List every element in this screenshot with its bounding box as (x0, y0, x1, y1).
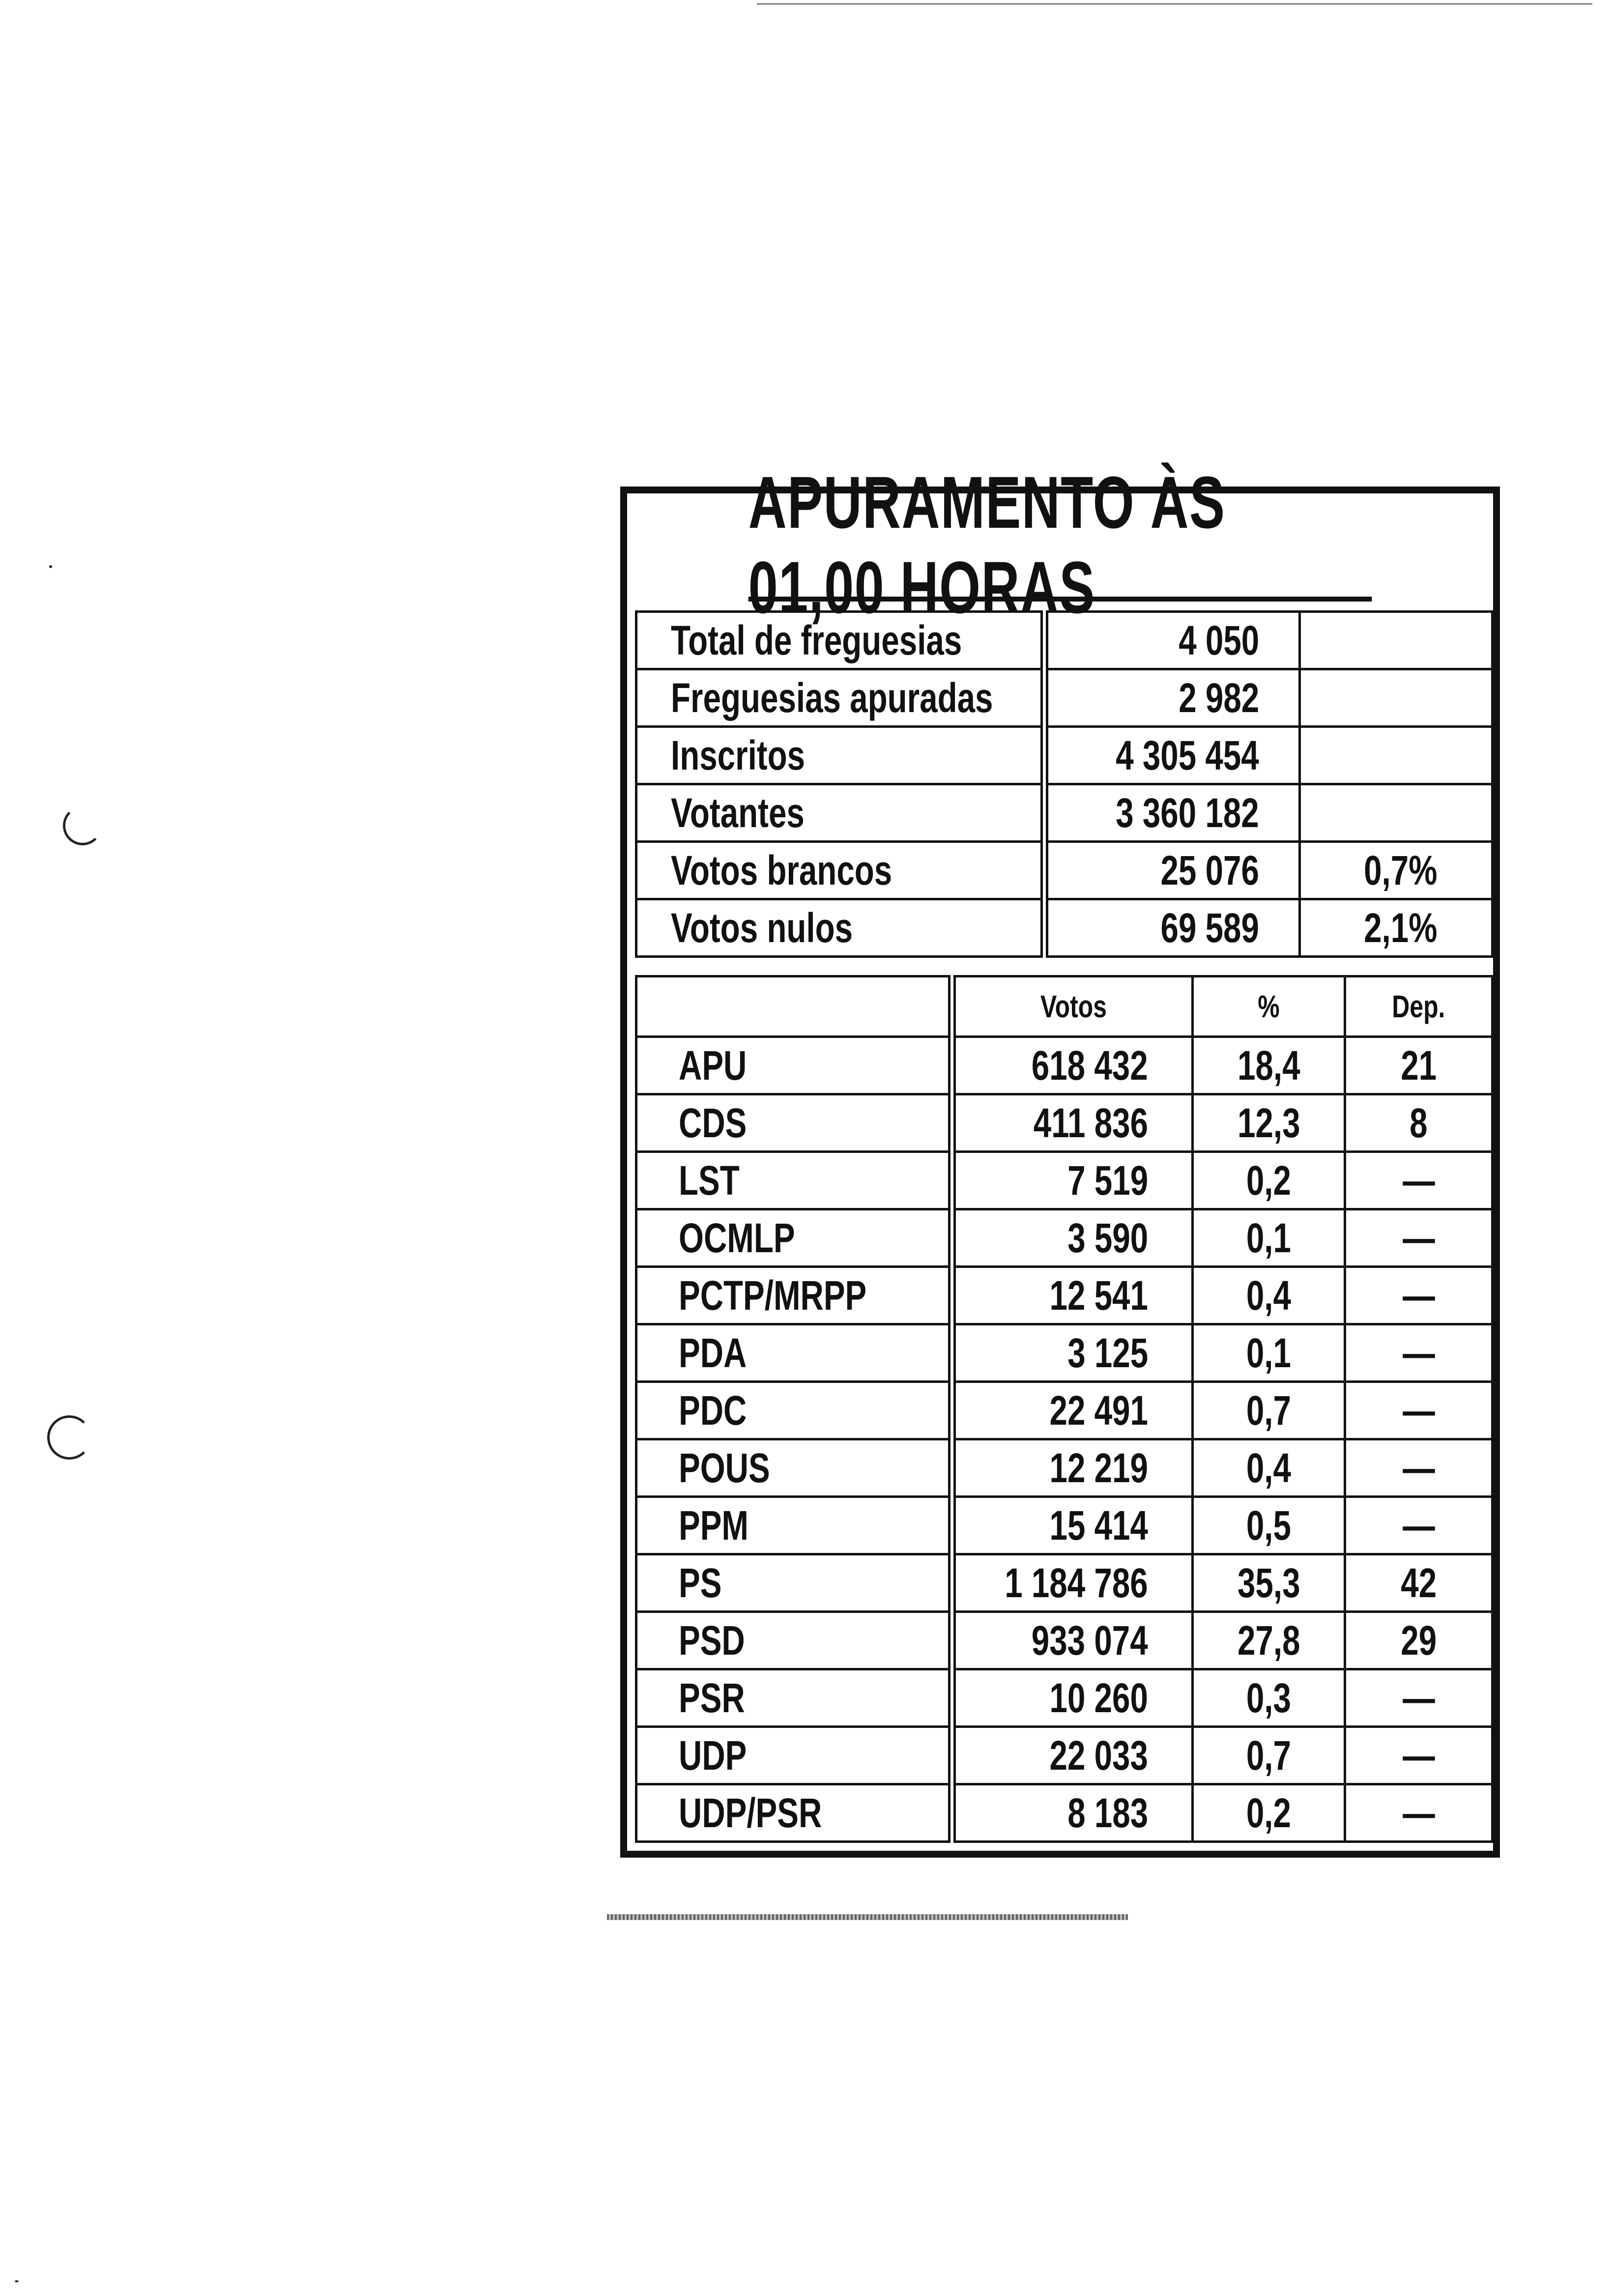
party-name: PPM (636, 1497, 952, 1554)
party-votes: 411 836 (952, 1094, 1193, 1152)
party-name: POUS (636, 1439, 952, 1497)
party-votes: 3 590 (952, 1209, 1193, 1267)
party-percent: 0,7 (1193, 1382, 1345, 1439)
party-row (636, 1324, 1493, 1382)
party-percent: 0,1 (1193, 1209, 1345, 1267)
party-row (636, 1209, 1493, 1267)
party-name: PSR (636, 1669, 952, 1727)
summary-row (636, 727, 1493, 784)
summary-percent (1300, 612, 1493, 669)
summary-row (636, 899, 1493, 957)
party-deputies: — (1345, 1727, 1493, 1784)
party-votes: 15 414 (952, 1497, 1193, 1554)
party-percent: 12,3 (1193, 1094, 1345, 1152)
party-deputies: — (1345, 1382, 1493, 1439)
party-percent: 0,2 (1193, 1152, 1345, 1209)
party-row (636, 1727, 1493, 1784)
party-row (636, 1037, 1493, 1094)
party-percent: 0,7 (1193, 1727, 1345, 1784)
votes-column-header: Votos (952, 976, 1193, 1037)
party-row (636, 1784, 1493, 1842)
party-name: APU (636, 1037, 952, 1094)
party-row (636, 1497, 1493, 1554)
party-deputies: — (1345, 1497, 1493, 1554)
party-row (636, 1554, 1493, 1612)
party-votes: 22 033 (952, 1727, 1193, 1784)
party-percent: 0,3 (1193, 1669, 1345, 1727)
summary-percent: 2,1% (1300, 899, 1493, 957)
election-results-table (620, 461, 1500, 1858)
party-votes: 8 183 (952, 1784, 1193, 1842)
percent-column-header: % (1193, 976, 1345, 1037)
results-header-row (636, 976, 1493, 1037)
party-votes: 1 184 786 (952, 1554, 1193, 1612)
party-name: PSD (636, 1612, 952, 1669)
scan-speck (49, 565, 52, 568)
deputies-column-header: Dep. (1345, 976, 1493, 1037)
party-name: LST (636, 1152, 952, 1209)
summary-label: Total de freguesias (636, 612, 1044, 669)
party-percent: 0,5 (1193, 1497, 1345, 1554)
summary-row (636, 784, 1493, 842)
summary-row (636, 669, 1493, 727)
party-name: UDP (636, 1727, 952, 1784)
party-percent: 35,3 (1193, 1554, 1345, 1612)
party-deputies: — (1345, 1267, 1493, 1324)
party-row (636, 1612, 1493, 1669)
party-percent: 0,4 (1193, 1439, 1345, 1497)
party-deputies: 29 (1345, 1612, 1493, 1669)
summary-percent (1300, 784, 1493, 842)
party-deputies: — (1345, 1669, 1493, 1727)
party-row (636, 1382, 1493, 1439)
party-name: PDA (636, 1324, 952, 1382)
party-percent: 27,8 (1193, 1612, 1345, 1669)
party-row (636, 1669, 1493, 1727)
party-name: UDP/PSR (636, 1784, 952, 1842)
party-percent: 18,4 (1193, 1037, 1345, 1094)
summary-value: 4 050 (1044, 612, 1300, 669)
party-column-header (636, 976, 952, 1037)
party-percent: 0,2 (1193, 1784, 1345, 1842)
party-name: PDC (636, 1382, 952, 1439)
scan-edge-line (757, 3, 1592, 5)
party-results-table (635, 975, 1494, 1843)
party-name: PCTP/MRPP (636, 1267, 952, 1324)
party-row (636, 1094, 1493, 1152)
summary-label: Votos nulos (636, 899, 1044, 957)
summary-label: Votos brancos (636, 842, 1044, 899)
summary-value: 4 305 454 (1044, 727, 1300, 784)
page-title: APURAMENTO ÀS 01,00 HORAS (748, 493, 1372, 602)
party-votes: 3 125 (952, 1324, 1193, 1382)
party-deputies: — (1345, 1209, 1493, 1267)
party-name: CDS (636, 1094, 952, 1152)
party-votes: 7 519 (952, 1152, 1193, 1209)
summary-value: 2 982 (1044, 669, 1300, 727)
party-votes: 22 491 (952, 1382, 1193, 1439)
party-row (636, 1439, 1493, 1497)
party-votes: 618 432 (952, 1037, 1193, 1094)
party-votes: 10 260 (952, 1669, 1193, 1727)
party-deputies: — (1345, 1439, 1493, 1497)
party-row (636, 1152, 1493, 1209)
party-votes: 12 219 (952, 1439, 1193, 1497)
party-votes: 933 074 (952, 1612, 1193, 1669)
summary-label: Freguesias apuradas (636, 669, 1044, 727)
summary-label: Inscritos (636, 727, 1044, 784)
party-deputies: — (1345, 1784, 1493, 1842)
party-deputies: 21 (1345, 1037, 1493, 1094)
scan-speck (15, 2280, 19, 2282)
scan-bottom-rule (607, 1914, 1128, 1920)
party-deputies: — (1345, 1324, 1493, 1382)
party-name: PS (636, 1554, 952, 1612)
summary-value: 3 360 182 (1044, 784, 1300, 842)
summary-value: 25 076 (1044, 842, 1300, 899)
party-row (636, 1267, 1493, 1324)
party-deputies: 8 (1345, 1094, 1493, 1152)
summary-label: Votantes (636, 784, 1044, 842)
party-deputies: 42 (1345, 1554, 1493, 1612)
party-votes: 12 541 (952, 1267, 1193, 1324)
scan-mark-curl (63, 806, 102, 845)
summary-row (636, 612, 1493, 669)
party-deputies: — (1345, 1152, 1493, 1209)
summary-percent (1300, 669, 1493, 727)
summary-percent: 0,7% (1300, 842, 1493, 899)
party-percent: 0,1 (1193, 1324, 1345, 1382)
summary-table (635, 610, 1494, 958)
summary-value: 69 589 (1044, 899, 1300, 957)
summary-percent (1300, 727, 1493, 784)
scan-mark-curl (47, 1415, 91, 1460)
party-name: OCMLP (636, 1209, 952, 1267)
party-percent: 0,4 (1193, 1267, 1345, 1324)
summary-row (636, 842, 1493, 899)
